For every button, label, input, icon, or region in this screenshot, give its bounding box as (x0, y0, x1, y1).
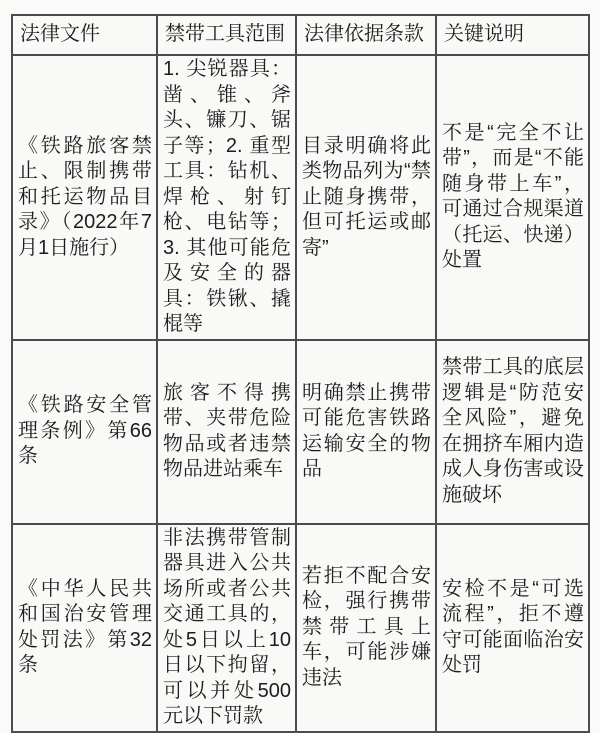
cell-key-explanation-1: 不是“完全不让带”，而是“不能随身带上车”，可通过合规渠道（托运、快递）处置 (436, 55, 589, 340)
cell-prohibited-tools-scope-1: 1. 尖锐器具：凿、锥、斧头、镰刀、锯子等；2. 重型工具：钻机、焊枪、射钉枪、电钻等；3. 其他可能危及安全的器具：铁锹、撬棍等 (157, 55, 296, 340)
cell-legal-document-3: 《中华人民共和国治安管理处罚法》第32条 (12, 524, 157, 732)
cell-key-explanation-3: 安检不是“可选流程”，拒不遵守可能面临治安处罚 (436, 524, 589, 732)
cell-legal-document-1: 《铁路旅客禁止、限制携带和托运物品目录》（2022年7月1日施行） (12, 55, 157, 340)
header-prohibited-tools-scope: 禁带工具范围 (157, 15, 296, 55)
cell-prohibited-tools-scope-2: 旅客不得携带、夹带危险物品或者违禁物品进站乘车 (157, 340, 296, 524)
cell-legal-basis-clause-2: 明确禁止携带可能危害铁路运输安全的物品 (296, 340, 436, 524)
table-row-railway-safety-regulation (12, 340, 589, 524)
cell-legal-basis-clause-1: 目录明确将此类物品列为“禁止随身携带，但可托运或邮寄” (296, 55, 436, 340)
header-legal-document: 法律文件 (12, 15, 157, 55)
header-row (12, 15, 589, 55)
cell-prohibited-tools-scope-3: 非法携带管制器具进入公共场所或者公共交通工具的，处5日以上10日以下拘留，可以并处500元以下罚款 (157, 524, 296, 732)
cell-key-explanation-2: 禁带工具的底层逻辑是“防范安全风险”，避免在拥挤车厢内造成人身伤害或设施破坏 (436, 340, 589, 524)
regulations-table (11, 14, 590, 733)
table-row-public-security-punishment-law (12, 524, 589, 732)
header-legal-basis-clause: 法律依据条款 (296, 15, 436, 55)
cell-legal-basis-clause-3: 若拒不配合安检，强行携带禁带工具上车，可能涉嫌违法 (296, 524, 436, 732)
cell-legal-document-2: 《铁路安全管理条例》第66条 (12, 340, 157, 524)
header-key-explanation: 关键说明 (436, 15, 589, 55)
table-row-catalog-2022 (12, 55, 589, 340)
